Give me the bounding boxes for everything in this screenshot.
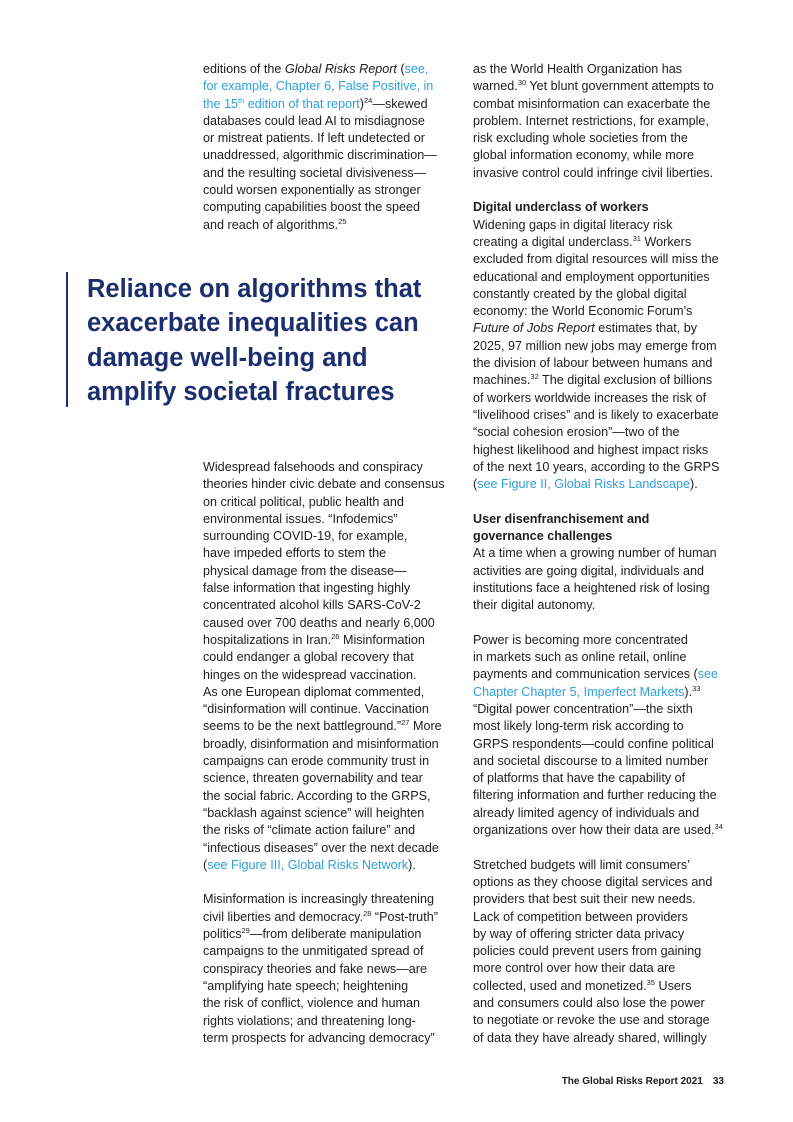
footnote-ref: 24 xyxy=(364,95,373,105)
subheading-digital-underclass: Digital underclass of workers xyxy=(473,200,649,215)
body-column-right xyxy=(473,61,735,1047)
footnote-ref: 25 xyxy=(338,216,347,226)
page-number: 33 xyxy=(712,1076,724,1087)
intro-paragraph: editions of the Global Risks Report (see, for example, Chapter 6, False Positive, in the 15th edition of that report)$^{24}$—skewed databases could lead AI to misdiagnose or mistreat patients. If left undetected or unaddressed, algorithmic discrimination— and the resulting societal divisiveness— could worsen exponentially as stronger computing capabilities boost the speed and reach of algorithms.$^{25}$ xyxy=(203,62,437,232)
footnote-ref: 34 xyxy=(714,821,723,831)
footnote-ref: 30 xyxy=(517,78,527,88)
paragraph-who: as the World Health Organization has warned.$^{30}$ Yet blunt government attempts to combat misinformation can exacerbate the problem. Internet restrictions, for example, risk excluding whole societies from the global information economy, while more invasive control could infringe civil liberties. xyxy=(473,62,714,180)
footnote-ref: 35 xyxy=(646,977,655,987)
footnote-ref: 27 xyxy=(401,718,410,728)
paragraph-stretched-budgets: Stretched budgets will limit consumers’ options as they choose digital services and providers that best suit their new needs. Lack of competition between providers by way of offering stricter data privacy policies could prevent users from gaining more control over how their data are collected, used and monetized.$^{35}$ Users and consumers could also lose the power to negotiate or revoke the use and storage of data they have already shared, willingly xyxy=(473,857,713,1045)
paragraph-infodemics: Widespread falsehoods and conspiracy theories hinder civic debate and consensus on critical political, public health and environmental issues. “Infodemics” surrounding COVID-19, for example, have impeded efforts to stem the physical damage from the disease— false information that ingesting highly concentrated alcohol kills SARS-CoV-2 caused over 700 deaths and nearly 6,000 hospitalizations in Iran.$^{26}$ Misinformation could endanger a global recovery that hinges on the widespread vaccination. As one European diplomat commented, “disinformation will continue. Vaccination seems to be the next battleground.”$^{27}$ More broadly, disinformation and misinformation campaigns can erode community trust in science, threaten governability and tear the social fabric. According to the GRPS, “backlash against science” will heighten the risks of “climate action failure” and “infectious diseases” over the next decade (see Figure III, Global Risks Network). xyxy=(203,460,445,872)
heading-accent-bar xyxy=(66,272,68,407)
section-digital-underclass: Digital underclass of workers Widening gaps in digital literacy risk creating a digital underclass.$^{31}$ Workers excluded from digital resources will miss the educational and employment opportunities constantly created by the global digital economy: the World Economic Forum’s Future of Jobs Report estimates that, by 2025, 97 million new jobs may emerge from the division of labour between humans and machines.$^{32}$ The digital exclusion of billions of workers worldwide increases the risk of “livelihood crises” and is likely to exacerbate “social cohesion erosion”—two of the highest likelihood and highest impact risks of the next 10 years, according to the GRPS (see Figure II, Global Risks Landscape). xyxy=(473,199,735,493)
section-heading: Reliance on algorithms that exacerbate inequalities can damage well-being and amplify societal fractures xyxy=(87,275,422,406)
chapter6-link[interactable]: see, xyxy=(404,62,429,76)
figure2-link[interactable]: see Figure II, Global Risks Landscape xyxy=(477,477,691,492)
section-user-disenfranchisement: User disenfranchisement and governance challenges At a time when a growing number of human activities are going digital, individuals and institutions face a heightened risk of losing their digital autonomy. xyxy=(473,511,735,615)
chapter6-link-cont[interactable]: for example, Chapter 6, False Positive, in xyxy=(203,79,434,94)
footnote-ref: 29 xyxy=(241,925,250,935)
paragraph-power-concentration: Power is becoming more concentrated in markets such as online retail, online payments and communication services (see Chapter Chapter 5, Imperfect Markets).$^{33}$ “Digital power concentration”—the sixth most likely long-term risk according to GRPS respondents—could confine political and societal discourse to a limited number of platforms that have the capability of filtering information and further reducing the already limited agency of individuals and organizations over how their data are used.$^{34}$ xyxy=(473,632,723,838)
footer-report-title: The Global Risks Report 2021 xyxy=(561,1076,703,1087)
figure3-link[interactable]: see Figure III, Global Risks Network xyxy=(207,857,409,872)
footnote-ref: 32 xyxy=(530,372,539,382)
chapter5-link[interactable]: see xyxy=(697,667,718,682)
footnote-ref: 26 xyxy=(331,631,340,641)
subheading-user-disenfranchisement: User disenfranchisement and xyxy=(473,511,650,526)
chapter6-link-end[interactable]: the 15th edition of that report xyxy=(203,95,360,111)
page-footer xyxy=(562,1076,724,1087)
footnote-ref: 33 xyxy=(692,683,701,693)
chapter5-link-cont[interactable]: Chapter Chapter 5, Imperfect Markets xyxy=(473,684,685,699)
paragraph-misinformation: Misinformation is increasingly threatening civil liberties and democracy.$^{28}$ “Post-truth” politics$^{29}$—from deliberate manipulation campaigns to the unmitigated spread of conspiracy theories and fake news—are “amplifying hate speech; heightening the risk of conflict, violence and human rights violations; and threatening long- term prospects for advancing democracy” xyxy=(203,892,438,1045)
body-column-left xyxy=(203,459,465,1047)
footnote-ref: 31 xyxy=(632,233,641,243)
footnote-ref: 28 xyxy=(363,908,372,918)
subheading-user-disenfranchisement-cont: governance challenges xyxy=(473,529,613,544)
